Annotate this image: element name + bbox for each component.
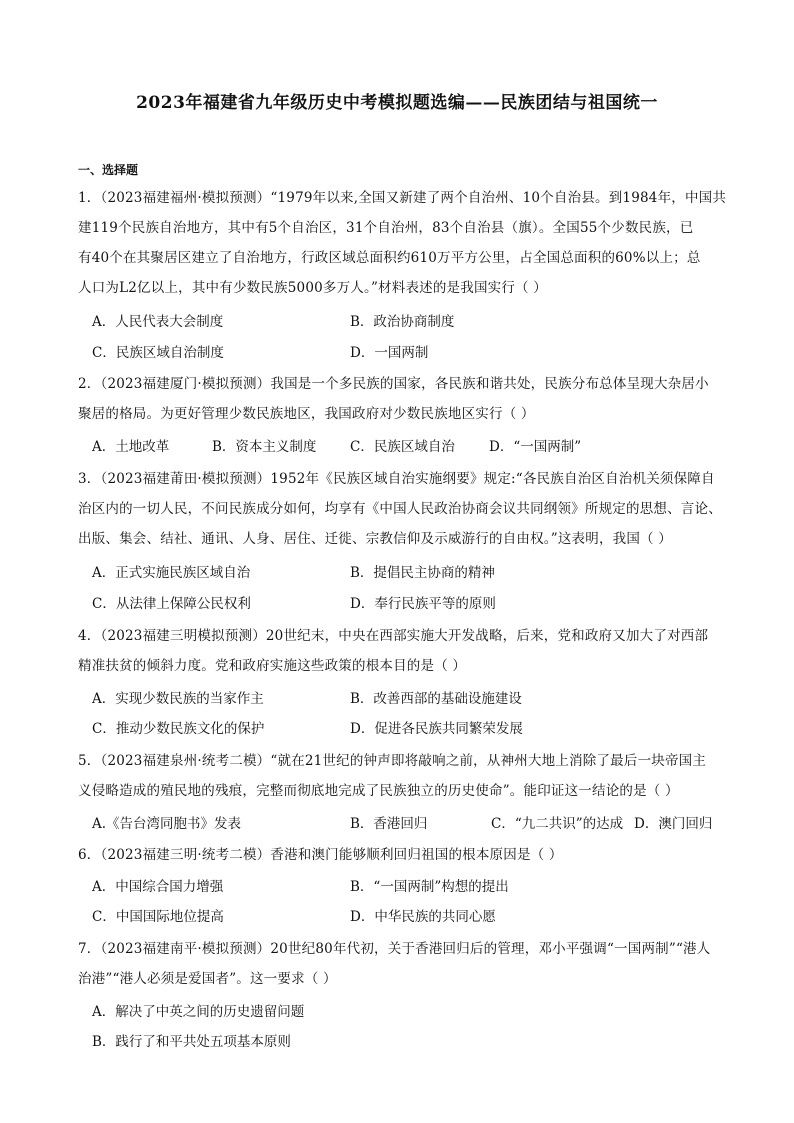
question-1-option-b[interactable]: B．政治协商制度 [350,314,455,330]
question-5-option-a[interactable]: A.《告台湾同胞书》发表 [92,816,242,832]
section-heading: 一、选择题 [78,163,139,177]
question-6-option-c[interactable]: C．中国国际地位提高 [92,909,224,925]
question-7-option-a[interactable]: A．解决了中英之间的历史遗留问题 [92,1004,305,1020]
question-2-option-b[interactable]: B．资本主义制度 [212,439,317,455]
question-3-line-3: 出版、集会、结社、通讯、人身、居住、迁徙、宗教信仰及示威游行的自由权。”这表明，我国（ ） [78,531,672,547]
question-6-option-b[interactable]: B．“一国两制”构想的提出 [350,879,509,895]
question-4-line-1: 4．（2023福建三明模拟预测）20世纪末，中央在西部实施大开发战略，后来，党和政府又加大了对西部 [78,628,709,644]
question-1-option-c[interactable]: C．民族区域自治制度 [92,345,224,361]
question-1-line-3: 有40个在其聚居区建立了自治地方，行政区域总面积约610万平方公里，占全国总面积的60%以上；总 [78,250,701,266]
question-2-option-c[interactable]: C．民族区域自治 [350,439,455,455]
question-6-option-d[interactable]: D．中华民族的共同心愿 [350,909,496,925]
question-6-line-1: 6．（2023福建三明·统考二模）香港和澳门能够顺利回归祖国的根本原因是（ ） [78,847,563,863]
question-4-option-d[interactable]: D．促进各民族共同繁荣发展 [350,721,523,737]
question-3-option-d[interactable]: D．奉行民族平等的原则 [350,596,496,612]
question-3-option-a[interactable]: A．正式实施民族区域自治 [92,565,251,581]
question-1-option-a[interactable]: A．人民代表大会制度 [92,314,224,330]
question-5-option-d[interactable]: D．澳门回归 [634,816,713,832]
question-2-line-2: 聚居的格局。为更好管理少数民族地区，我国政府对少数民族地区实行（ ） [78,406,535,422]
question-4-option-a[interactable]: A．实现少数民族的当家作主 [92,691,264,707]
question-7-line-2: 治港”“港人必须是爱国者”。这一要求（ ） [78,971,337,987]
question-1-line-4: 人口为L2亿以上，其中有少数民族5000多万人。”材料表述的是我国实行（ ） [78,280,547,296]
question-1-line-2: 建119个民族自治地方，其中有5个自治区，31个自治州，83个自治县（旗）。全国55个少数民族，已 [78,220,694,236]
question-1-line-1: 1．（2023福建福州·模拟预测）“1979年以来,全国又新建了两个自治州、10个自治县。到1984年，中国共 [78,190,727,206]
question-3-option-b[interactable]: B．提倡民主协商的精神 [350,565,495,581]
question-4-line-2: 精准扶贫的倾斜力度。党和政府实施这些政策的根本目的是（ ） [78,658,467,674]
question-2-line-1: 2．（2023福建厦门·模拟预测）我国是一个多民族的国家，各民族和谐共处，民族分布总体呈现大杂居小 [78,376,709,392]
question-3-line-2: 治区内的一切人民，不问民族成分如何，均享有《中国人民政治协商会议共同纲领》所规定的思想、言论、 [78,501,722,517]
question-3-option-c[interactable]: C．从法律上保障公民权利 [92,596,251,612]
question-1-option-d[interactable]: D．一国两制 [350,345,429,361]
question-7-option-b[interactable]: B．践行了和平共处五项基本原则 [92,1034,291,1050]
question-2-option-d[interactable]: D．“一国两制” [489,439,582,455]
question-4-option-c[interactable]: C．推动少数民族文化的保护 [92,721,265,737]
question-4-option-b[interactable]: B．改善西部的基础设施建设 [350,691,522,707]
question-3-line-1: 3．（2023福建莆田·模拟预测）1952年《民族区域自治实施纲要》规定:“各民族自治区自治机关须保障自 [78,471,715,487]
question-5-line-1: 5．（2023福建泉州·统考二模）“就在21世纪的钟声即将敲响之前，从神州大地上消除了最后一块帝国主 [78,753,707,769]
question-7-line-1: 7．（2023福建南平·模拟预测）20世纪80年代初，关于香港回归后的管理，邓小平强调“一国两制”“港人 [78,941,711,957]
question-5-option-b[interactable]: B．香港回归 [350,816,428,832]
question-5-option-c[interactable]: C．“九二共识”的达成 [491,816,624,832]
question-2-option-a[interactable]: A．土地改革 [92,439,170,455]
question-5-line-2: 义侵略造成的殖民地的残痕，完整而彻底地完成了民族独立的历史使命”。能印证这一结论的是（ ） [78,783,679,799]
question-6-option-a[interactable]: A．中国综合国力增强 [92,879,224,895]
document-title: 2023年福建省九年级历史中考模拟题选编——民族团结与祖国统一 [136,93,658,113]
